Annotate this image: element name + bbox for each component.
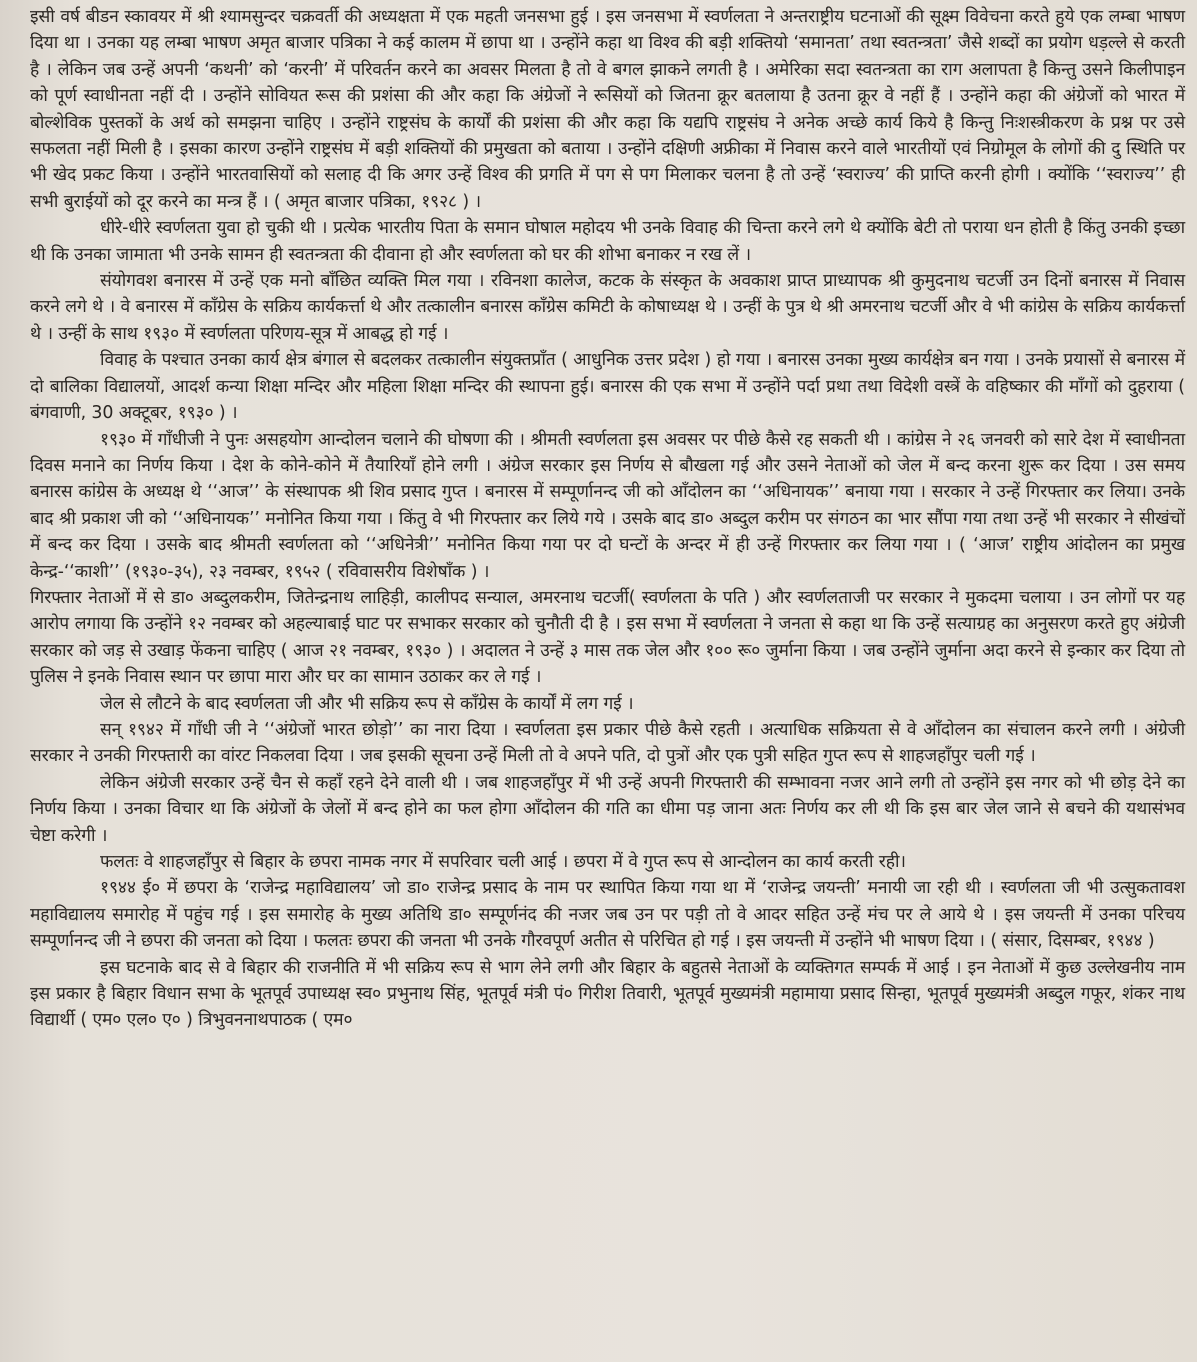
paragraph-chatterjee-family: संयोगवश बनारस में उन्हें एक मनो बाँछित व्यक्ति मिल गया । रविनशा कालेज, कटक के संस्कृत के अवकाश प्राप्त प्राध्यापक श्री कुमुदनाथ चटर्जी उन दिनों बनारस में निवास करने लगे थे । वे बनारस में काँग्रेस के सक्रिय कार्यकर्त्ता थे और तत्कालीन बनारस काँग्रेस कमिटी के कोषाध्यक्ष थे । उन्हीं के पुत्र थे श्री अमरनाथ चटर्जी और वे भी कांग्रेस के सक्रिय कार्यकर्त्ता थे । उन्हीं के साथ १९३० में स्वर्णलता परिणय-सूत्र में आबद्ध हो गई ।	[30, 271, 1185, 344]
paragraph-1930-movement: १९३० में गाँधीजी ने पुनः असहयोग आन्दोलन चलाने की घोषणा की । श्रीमती स्वर्णलता इस अवसर पर पीछे कैसे रह सकती थी । कांग्रेस ने २६ जनवरी को सारे देश में स्वाधीनता दिवस मनाने का निर्णय किया । देश के कोने-कोने में तैयारियाँ होने लगी । अंग्रेज सरकार इस निर्णय से बौखला गई और उसने नेताओं को जेल में बन्द करना शुरू कर दिया । उस समय बनारस कांग्रेस के अध्यक्ष थे ‘‘आज’’ के संस्थापक श्री शिव प्रसाद गुप्त । बनारस में सम्पूर्णानन्द जी को आँदोलन का ‘‘अधिनायक’’ बनाया गया । सरकार ने उन्हें गिरफ्तार कर लिया। उनके बाद श्री प्रकाश जी को ‘‘अधिनायक’’ मनोनित किया गया । किंतु वे भी गिरफ्तार कर लिये गये । उसके बाद डा० अब्दुल करीम पर संगठन का भार सौंपा गया तथा उन्हें भी सरकार ने सीखंचों में बन्द कर दिया । उसके बाद श्रीमती स्वर्णलता को ‘‘अधिनेत्री’’ मनोनित किया गया पर दो घन्टों के अन्दर में ही उन्हें गिरफ्तार कर लिया गया । ( ‘आज’ राष्ट्रीय आंदोलन का प्रमुख केन्द्र-‘‘काशी’’ (१९३०-३५), २३ नवम्बर, १९५२ ( रविवासरीय विशेषाँक ) ।	[30, 429, 1185, 582]
paragraph-rajendra-jayanti: १९४४ ई० में छपरा के ‘राजेन्द्र महाविद्यालय’ जो डा० राजेन्द्र प्रसाद के नाम पर स्थापित किया गया था में ‘राजेन्द्र जयन्ती’ मनायी जा रही थी । स्वर्णलता जी भी उत्सुकतावश महाविद्यालय समारोह में पहुंच गई । इस समारोह के मुख्य अतिथि डा० सम्पूर्णनंद की नजर जब उन पर पड़ी तो वे आदर सहित उन्हें मंच पर ले आये थे । इस जयन्ती में उनका परिचय सम्पूर्णानन्द जी ने छपरा की जनता को दिया । फलतः छपरा की जनता भी उनके गौरवपूर्ण अतीत से परिचित हो गई । इस जयन्ती में उन्होंने भी भाषण दिया । ( संसार, दिसम्बर, १९४४ )	[30, 878, 1185, 952]
paragraph-shahjahanpur: लेकिन अंग्रेजी सरकार उन्हें चैन से कहाँ रहने देने वाली थी । जब शाहजहाँपुर में भी उन्हें अपनी गिरफ्तारी की सम्भावना नजर आने लगी तो उन्होंने इस नगर को भी छोड़ देने का निर्णय किया । उनका विचार था कि अंग्रेजों के जेलों में बन्द होने का फल होगा आँदोलन की गति का धीमा पड़ जाना अतः निर्णय कर ली थी कि इस बार जेल जाने से बचने की यथासंभव चेष्टा करेगी ।	[30, 772, 1185, 846]
paragraph-after-jail: जेल से लौटने के बाद स्वर्णलता जी और भी सक्रिय रूप से काँग्रेस के कार्यों में लग गई ।	[100, 693, 634, 714]
paragraph-marriage-concern: धीरे-धीरे स्वर्णलता युवा हो चुकी थी । प्रत्येक भारतीय पिता के समान घोषाल महोदय भी उनके विवाह की चिन्ता करने लगे थे क्योंकि बेटी तो पराया धन होती है किंतु उनकी इच्छा थी कि उनका जामाता भी उनके सामन ही स्वतन्त्रता की दीवाना हो और स्वर्णलता को घर की शोभा बनाकर न रख लें ।	[30, 218, 1185, 265]
paragraph-bihar-politics: इस घटनाके बाद से वे बिहार की राजनीति में भी सक्रिय रूप से भाग लेने लगी और बिहार के बहुतसे नेताओं के व्यक्तिगत सम्पर्क में आई । इन नेताओं में कुछ उल्लेखनीय नाम इस प्रकार है बिहार विधान सभा के भूतपूर्व उपाध्यक्ष स्व० प्रभुनाथ सिंह, भूतपूर्व मंत्री पं० गिरीश तिवारी, भूतपूर्व मुख्यमंत्री महामाया प्रसाद सिन्हा, भूतपूर्व मुख्यमंत्री अब्दुल गफूर, शंकर नाथ विद्यार्थी ( एम० एल० ए० ) त्रिभुवननाथपाठक ( एम०	[30, 957, 1185, 1031]
paragraph-sabha-speech: इसी वर्ष बीडन स्कावयर में श्री श्यामसुन्दर चक्रवर्ती की अध्यक्षता में एक महती जनसभा हुई । इस जनसभा में स्वर्णलता ने अन्तराष्ट्रीय घटनाओं की सूक्ष्म विवेचना करते हुये एक लम्बा भाषण दिया था । उनका यह लम्बा भाषण अमृत बाजार पत्रिका ने कई कालम में छापा था । उन्होंने कहा था विश्व की बड़ी शक्तियो ‘समानता’ तथा स्वतन्त्रता’ जैसे शब्दों का प्रयोग धड़ल्ले से करती है । लेकिन जब उन्हें अपनी ‘कथनी’ को ‘करनी’ में परिवर्तन करने का अवसर मिलता है तो वे बगल झाकने लगती है । अमेरिका सदा स्वतन्त्रता का राग अलापता है किन्तु उसने किलीपाइन को पूर्ण स्वाधीनता नहीं दी । उन्होंने सोवियत रूस की प्रशंसा की और कहा कि अंग्रेजों ने रूसियों को जितना क्रूर बतलाया है उतना क्रूर वे नहीं हैं । उन्होंने कहा की अंग्रेजों को भारत में बोल्शेविक पुस्तकों के अर्थ को समझना चाहिए । उन्होंने राष्ट्रसंघ के कार्यों की प्रशंसा की और कहा कि यद्यपि राष्ट्रसंघ ने अनेक अच्छे कार्य किये है किन्तु निःशस्त्रीकरण के प्रश्न पर उसे सफलता नहीं मिली है । इसका कारण उन्होंने राष्ट्रसंघ में बड़ी शक्तियों की प्रमुखता को बताया । उन्होंने दक्षिणी अफ्रीका में निवास करने वाले भारतीयों एवं निग्रोमूल के लोगों की दु स्थिति पर भी खेद प्रकट किया । उन्होंने भारतवासियों को सलाह दी कि अगर उन्हें विश्व की प्रगति में पग से पग मिलाकर चलना है तो उन्हें ‘स्वराज्य’ की प्राप्ति करनी होगी । क्योंकि ‘‘स्वराज्य’’ ही सभी बुराईयों को दूर करने का मन्त्र हैं । ( अमृत बाजार पत्रिका, १९२८ ) ।	[30, 7, 1185, 212]
paragraph-chhapra: फलतः वे शाहजहाँपुर से बिहार के छपरा नामक नगर में सपरिवार चली आई । छपरा में वे गुप्त रूप से आन्दोलन का कार्य करती रही।	[100, 852, 906, 872]
paragraph-banaras-work: विवाह के पश्चात उनका कार्य क्षेत्र बंगाल से बदलकर तत्कालीन संयुक्तप्राँत ( आधुनिक उत्तर प्रदेश ) हो गया । बनारस उनका मुख्य कार्यक्षेत्र बन गया । उनके प्रयासों से बनारस में दो बालिका विद्यालयों, आदर्श कन्या शिक्षा मन्दिर और महिला शिक्षा मन्दिर की स्थापना हुई। बनारस की एक सभा में उन्होंने पर्दा प्रथा तथा विदेशी वस्त्रें के वहिष्कार की माँगों को दुहराया ( बंगवाणी, 30 अक्टूबर, १९३० ) ।	[30, 350, 1185, 424]
paragraph-quit-india: सन् १९४२ में गाँधी जी ने ‘‘अंग्रेजों भारत छोड़ो’’ का नारा दिया । स्वर्णलता इस प्रकार पीछे कैसे रहती । अत्याधिक सक्रियता से वे आँदोलन का संचालन करने लगी । अंग्रेजी सरकार ने उनकी गिरफ्तारी का वांरट निकलवा दिया । जब इसकी सूचना उन्हें मिली तो वे अपने पति, दो पुत्रों और एक पुत्री सहित गुप्त रूप से शाहजहाँपुर चली गई ।	[30, 719, 1185, 767]
paragraph-trial: गिरफ्तार नेताओं में से डा० अब्दुलकरीम, जितेन्द्रनाथ लाहिड़ी, कालीपद सन्याल, अमरनाथ चटर्जी( स्वर्णलता के पति ) और स्वर्णलताजी पर सरकार ने मुकदमा चलाया । उन लोगों पर यह आरोप लगाया कि उन्होंने १२ नवम्बर को अहल्याबाई घाट पर सभाकर सरकार को चुनौती दी है । इस सभा में स्वर्णलता ने जनता से कहा था कि उन्हें सत्याग्रह का अनुसरण करते हुए अंग्रेजी सरकार को जड़ से उखाड़ फेंकना चाहिए ( आज २१ नवम्बर, १९३० ) । अदालत ने उन्हें ३ मास तक जेल और १०० रू० जुर्माना किया । जब उन्होंने जुर्माना अदा करने से इन्कार कर दिया तो पुलिस ने इनके निवास स्थान पर छापा मारा और घर का सामान उठाकर कर ले गई ।	[30, 587, 1185, 688]
